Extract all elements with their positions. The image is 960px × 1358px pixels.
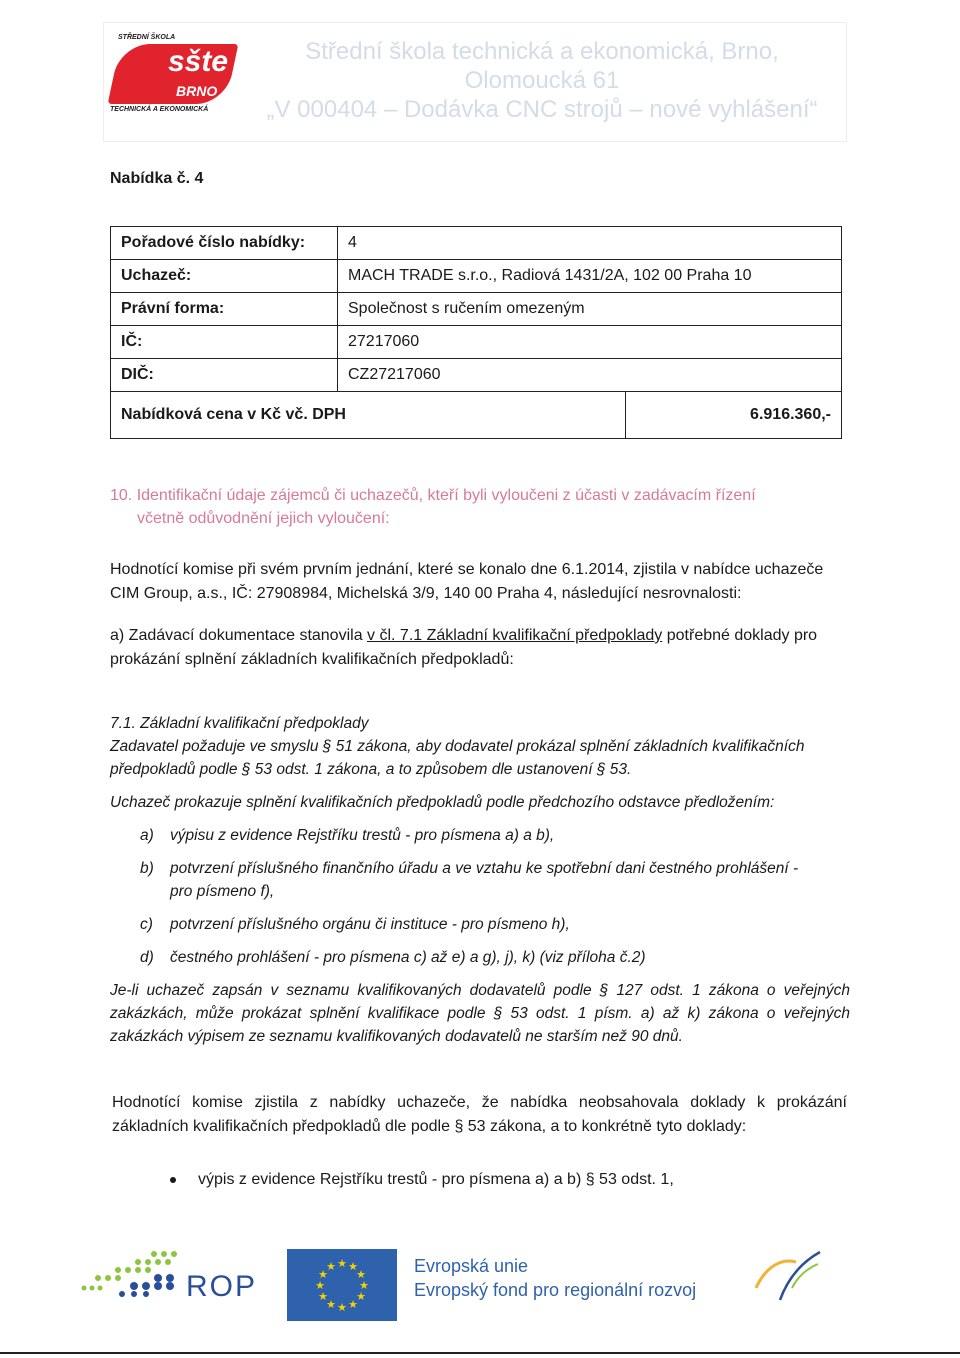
rop-text: ROP bbox=[186, 1270, 258, 1303]
rop-dots-icon bbox=[78, 1248, 183, 1298]
list-text: potvrzení příslušného orgánu či instituce - pro písmeno h), bbox=[170, 916, 570, 933]
quote-line: zakázkách, může prokázat splnění kvalifikace podle § 53 odst. 1 písm. a) až k) zákona o veřejných bbox=[110, 1005, 850, 1022]
row-value: 4 bbox=[338, 227, 842, 260]
table-row bbox=[111, 359, 842, 392]
school-logo bbox=[110, 34, 235, 120]
row-value: Společnost s ručením omezeným bbox=[338, 293, 842, 326]
quote-line: Je-li uchazeč zapsán v seznamu kvalifikovaných dodavatelů podle § 127 odst. 1 zákona o veřejných bbox=[110, 982, 850, 999]
table-row bbox=[111, 326, 842, 359]
section-10-heading bbox=[110, 484, 850, 530]
svg-text:★: ★ bbox=[315, 1279, 325, 1292]
price-row bbox=[111, 392, 842, 439]
logo-bottom-text: TECHNICKÁ A EKONOMICKÁ bbox=[110, 106, 209, 113]
list-marker: b) bbox=[140, 860, 154, 877]
header-line-3: „V 000404 – Dodávka CNC strojů – nové vyhlášení“ bbox=[266, 96, 818, 123]
quote-paragraph-3 bbox=[110, 979, 850, 1048]
quote-line: zakázkách výpisem ze seznamu kvalifikovaných dodavatelů ne starším než 90 dnů. bbox=[110, 1028, 683, 1045]
paragraph-missing-docs bbox=[112, 1091, 847, 1139]
list-marker: a) bbox=[140, 827, 154, 844]
paragraph-line: prokázání splnění základních kvalifikačních předpokladů: bbox=[110, 651, 514, 668]
paragraph-text: potřebné doklady pro bbox=[662, 627, 818, 644]
paragraph-line: Hodnotící komise zjistila z nabídky uchazeče, že nabídka neobsahovala doklady k prokázání bbox=[112, 1094, 847, 1111]
row-label: IČ: bbox=[111, 326, 338, 359]
eu-stars-icon bbox=[287, 1249, 397, 1321]
paragraph-line: Hodnotící komise při svém prvním jednání, které se konalo dne 6.1.2014, zjistila v nabídce uchazeče bbox=[110, 561, 824, 578]
paragraph-tender-docs bbox=[110, 624, 850, 672]
svg-text:★: ★ bbox=[356, 1290, 366, 1303]
table-row bbox=[111, 227, 842, 260]
eu-line-2: Evropský fond pro regionální rozvoj bbox=[414, 1280, 697, 1300]
eu-caption bbox=[414, 1254, 696, 1302]
paragraph-commission-finding bbox=[110, 558, 850, 606]
svg-text:★: ★ bbox=[318, 1268, 328, 1281]
svg-text:★: ★ bbox=[326, 1298, 336, 1311]
list-text: výpisu z evidence Rejstříku trestů - pro písmena a) a b), bbox=[170, 827, 555, 844]
paragraph-text: a) Zadávací dokumentace stanovila bbox=[110, 627, 368, 644]
logo-top-text: STŘEDNÍ ŠKOLA bbox=[118, 34, 176, 41]
list-marker: c) bbox=[140, 916, 153, 933]
eu-line-1: Evropská unie bbox=[414, 1256, 529, 1276]
logo-city-text: BRNO bbox=[176, 83, 218, 99]
page-bottom-rule bbox=[0, 1352, 960, 1354]
row-value: MACH TRADE s.r.o., Radiová 1431/2A, 102 00 Praha 10 bbox=[338, 260, 842, 293]
eu-flag-icon bbox=[287, 1249, 397, 1321]
svg-text:★: ★ bbox=[318, 1290, 328, 1303]
svg-text:★: ★ bbox=[356, 1268, 366, 1281]
list-text: čestného prohlášení - pro písmena c) až e) a g), j), k) (viz příloha č.2) bbox=[170, 949, 646, 966]
table-row bbox=[111, 260, 842, 293]
row-label: Pořadové číslo nabídky: bbox=[111, 227, 338, 260]
offer-info-table bbox=[110, 226, 842, 439]
section-10-line-2: včetně odůvodnění jejich vyloučení: bbox=[137, 510, 390, 527]
list-marker: d) bbox=[140, 949, 154, 966]
paragraph-line: CIM Group, a.s., IČ: 27908984, Michelská 3/9, 140 00 Praha 4, následující nesrovnalosti: bbox=[110, 585, 742, 602]
section-10-line-1: 10. Identifikační údaje zájemců či uchazečů, kteří byli vyloučeni z účasti v zadávacím řízení bbox=[110, 487, 756, 504]
quote-line: předpokladů podle § 53 odst. 1 zákona, a to způsobem dle ustanovení § 53. bbox=[110, 761, 632, 778]
bullet-dot bbox=[170, 1177, 176, 1183]
svg-text:★: ★ bbox=[326, 1260, 336, 1273]
svg-text:★: ★ bbox=[337, 1301, 347, 1314]
row-label: Uchazeč: bbox=[111, 260, 338, 293]
row-value: 27217060 bbox=[338, 326, 842, 359]
offer-number-title: Nabídka č. 4 bbox=[110, 170, 204, 187]
table-row bbox=[111, 293, 842, 326]
price-label: Nabídková cena v Kč vč. DPH bbox=[111, 392, 626, 439]
svg-text:★: ★ bbox=[359, 1279, 369, 1292]
bullet-text: výpis z evidence Rejstříku trestů - pro písmena a) a b) § 53 odst. 1, bbox=[198, 1171, 674, 1188]
svg-text:★: ★ bbox=[348, 1260, 358, 1273]
regional-swirl-icon bbox=[752, 1248, 822, 1308]
list-text: potvrzení příslušného finančního úřadu a ve vztahu ke spotřební dani čestného prohlášení - bbox=[170, 860, 799, 877]
paragraph-line: základních kvalifikačních předpokladů dle podle § 53 zákona, a to konkrétně tyto doklady: bbox=[112, 1118, 747, 1135]
row-value: CZ27217060 bbox=[338, 359, 842, 392]
logo-main-text: sšte bbox=[168, 45, 229, 78]
row-label: DIČ: bbox=[111, 359, 338, 392]
quote-heading: 7.1. Základní kvalifikační předpoklady bbox=[110, 715, 369, 732]
row-label: Právní forma: bbox=[111, 293, 338, 326]
quote-paragraph-1 bbox=[110, 735, 850, 781]
list-text: pro písmeno f), bbox=[170, 883, 275, 900]
quote-line: Zadavatel požaduje ve smyslu § 51 zákona, aby dodavatel prokázal splnění základních kvalifikačních bbox=[110, 738, 805, 755]
svg-text:★: ★ bbox=[348, 1298, 358, 1311]
bullet-item bbox=[170, 1171, 674, 1189]
rop-logo bbox=[78, 1248, 258, 1308]
paragraph-line bbox=[110, 624, 850, 648]
svg-text:★: ★ bbox=[337, 1257, 347, 1270]
price-value: 6.916.360,- bbox=[626, 392, 842, 439]
header-line-2: Olomoucká 61 bbox=[464, 67, 620, 94]
article-reference: v čl. 7.1 Základní kvalifikační předpoklady bbox=[367, 627, 663, 644]
header-line-1: Střední škola technická a ekonomická, Brno, bbox=[305, 38, 779, 65]
quote-paragraph-2: Uchazeč prokazuje splnění kvalifikačních předpokladů podle předchozího odstavce předložením: bbox=[110, 794, 775, 811]
